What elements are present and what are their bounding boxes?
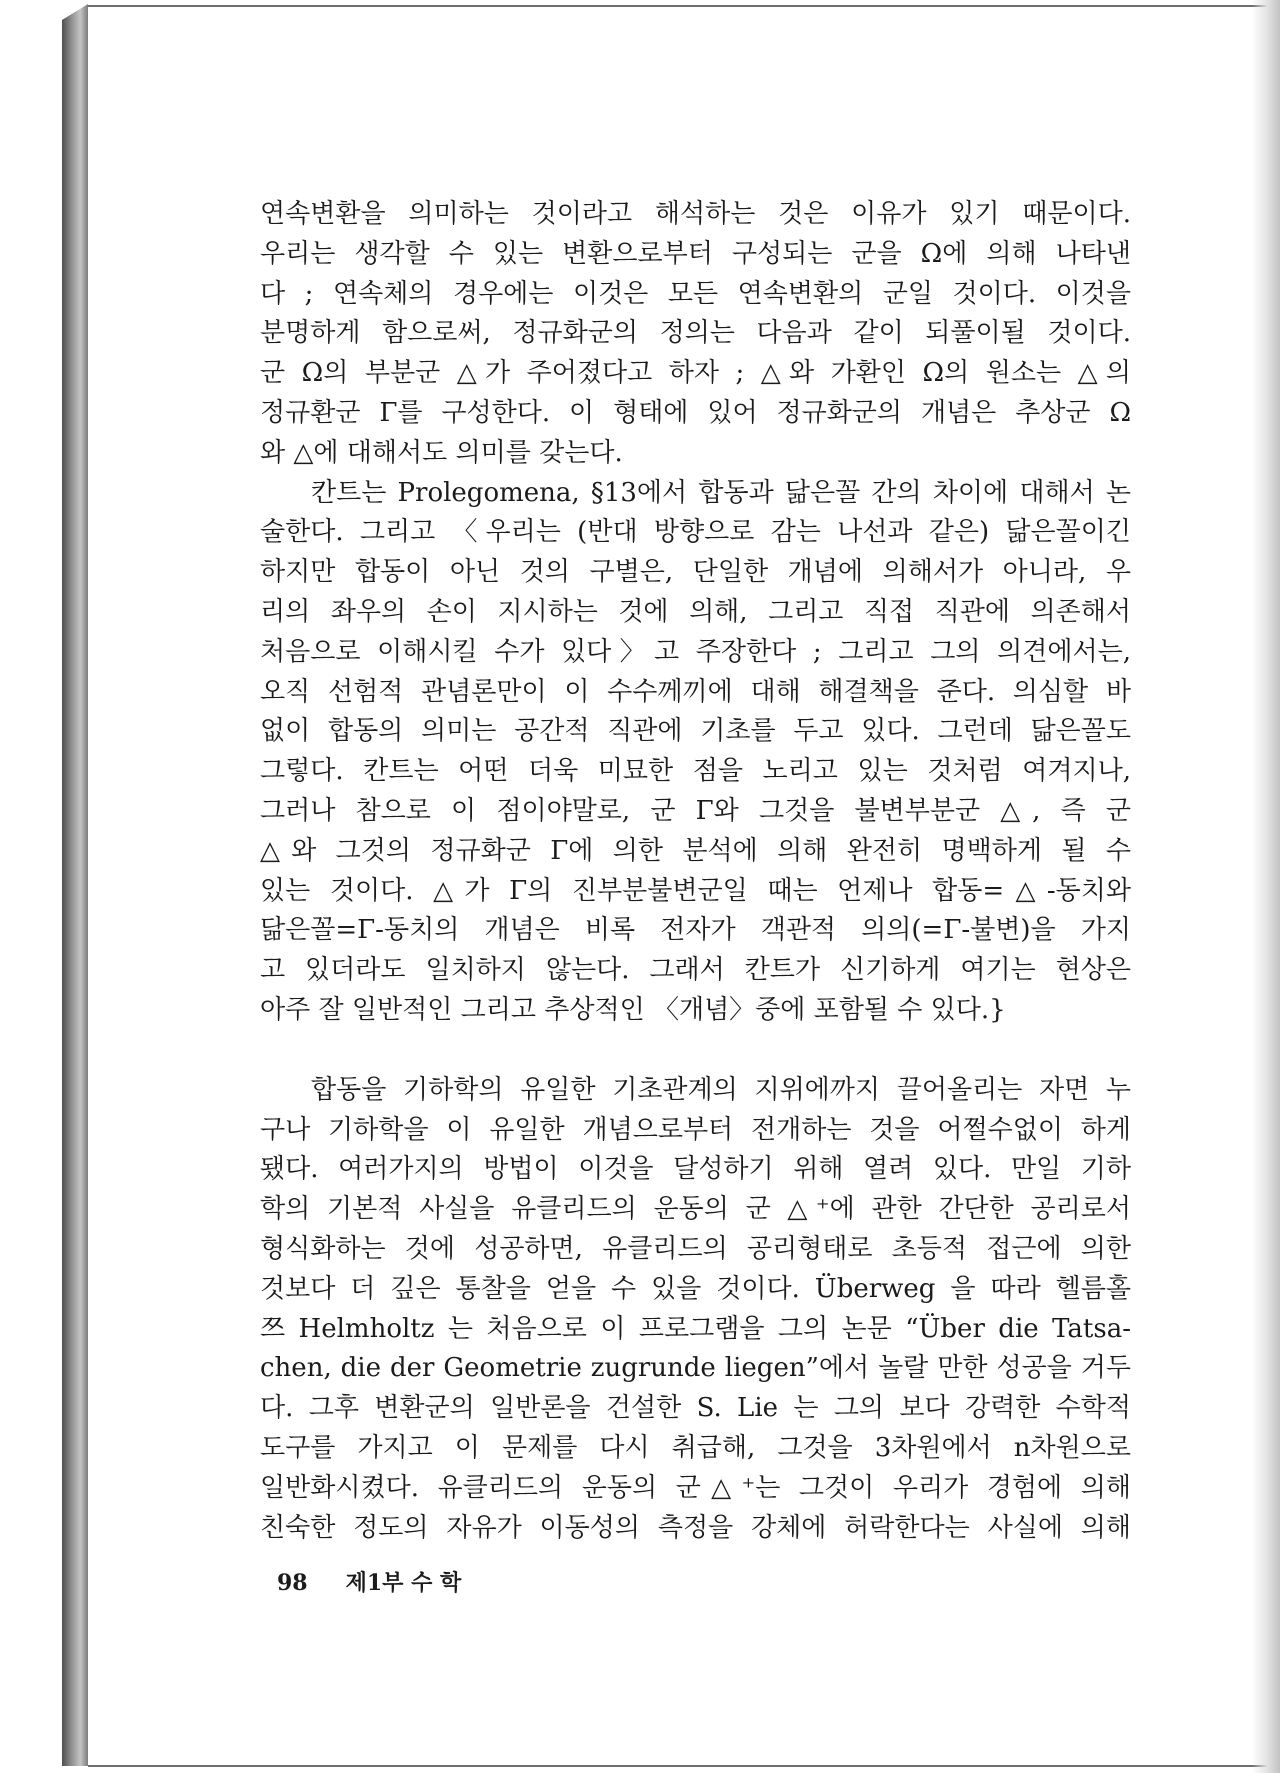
paragraph [260,474,1131,1031]
text-line: 고 있더라도 일치하지 않는다. 그래서 칸트가 신기하게 여기는 현상은 [260,955,1131,986]
book-spine-edge [62,4,88,1766]
text-line: 정규환군 Γ를 구성한다. 이 형태에 있어 정규화군의 개념은 추상군 Ω [260,397,1131,428]
text-line: 리의 좌우의 손이 지시하는 것에 의해, 그리고 직접 직관에 의존해서 [260,596,1131,627]
text-line: 아주 잘 일반적인 그리고 추상적인 〈개념〉중에 포함될 수 있다.} [260,994,1006,1025]
text-line: 칸트는 Prolegomena, §13에서 합동과 닮은꼴 간의 차이에 대해서 논 [311,477,1131,508]
text-line: 있는 것이다. △가 Γ의 진부분불변군일 때는 언제나 합동=△-동치와 [260,875,1131,906]
text-line: 구나 기하학을 이 유일한 개념으로부터 전개하는 것을 어쩔수없이 하게 [260,1114,1131,1145]
text-line: 술한다. 그리고 〈우리는 (반대 방향으로 감는 나선과 같은) 닮은꼴이긴 [260,517,1131,548]
text-line: 형식화하는 것에 성공하면, 유클리드의 공리형태로 초등적 접근에 의한 [260,1233,1131,1264]
text-line: 그러나 참으로 이 점이야말로, 군 Γ와 그것을 불변부분군 △, 즉 군 [260,795,1131,826]
text-line: 연속변환을 의미하는 것이라고 해석하는 것은 이유가 있기 때문이다. [260,199,1131,229]
text-line: △와 그것의 정규화군 Γ에 의한 분석에 의해 완전히 명백하게 될 수 [260,835,1131,866]
text-line: 처음으로 이해시킬 수가 있다〉고 주장한다 ; 그리고 그의 의견에서는, [260,636,1131,667]
text-line: 오직 선험적 관념론만이 이 수수께끼에 대해 해결책을 준다. 의심할 바 [260,676,1131,707]
text-line: 군 Ω의 부분군 △가 주어졌다고 하자 ; △와 가환인 Ω의 원소는 △의 [260,358,1131,389]
text-line: 그렇다. 칸트는 어떤 더욱 미묘한 점을 노리고 있는 것처럼 여겨지나, [260,756,1131,787]
text-line: 우리는 생각할 수 있는 변환으로부터 구성되는 군을 Ω에 의해 나타낸 [260,238,1131,269]
text-line: 와 △에 대해서도 의미를 갖는다. [260,437,623,468]
paragraph [260,1071,1131,1549]
text-line: 쯔 Helmholtz 는 처음으로 이 프로그램을 그의 논문 “Über die Tatsa- [260,1313,1131,1344]
page-number: 98 [277,1570,308,1596]
text-line: 됐다. 여러가지의 방법이 이것을 달성하기 위해 열려 있다. 만일 기하 [260,1154,1131,1185]
page-right-shadow [1252,0,1280,1773]
text-line: 것보다 더 깊은 통찰을 얻을 수 있을 것이다. Überweg 을 따라 헬름홀 [260,1273,1131,1304]
text-line: 학의 기본적 사실을 유클리드의 운동의 군 △⁺에 관한 간단한 공리로서 [260,1194,1131,1225]
section-title: 제1부 수 학 [345,1570,462,1596]
page-footer [277,1567,461,1599]
text-line: 분명하게 함으로써, 정규화군의 정의는 다음과 같이 되풀이될 것이다. [260,318,1131,349]
paragraph [260,195,1131,474]
text-line: 도구를 가지고 이 문제를 다시 취급해, 그것을 3차원에서 n차원으로 [260,1432,1131,1463]
text-line: 없이 합동의 의미는 공간적 직관에 기초를 두고 있다. 그런데 닮은꼴도 [260,716,1131,747]
body-text [260,195,1131,1548]
text-line: 다. 그후 변환군의 일반론을 건설한 S. Lie 는 그의 보다 강력한 수학적 [260,1393,1131,1424]
text-line: 합동을 기하학의 유일한 기초관계의 지위에까지 끌어올리는 자면 누 [311,1074,1131,1105]
text-line: 닮은꼴=Γ-동치의 개념은 비록 전자가 객관적 의의(=Γ-불변)을 가지 [260,915,1131,946]
text-line: 하지만 합동이 아닌 것의 구별은, 단일한 개념에 의해서가 아니라, 우 [260,557,1131,588]
text-line: 다 ; 연속체의 경우에는 이것은 모든 연속변환의 군일 것이다. 이것을 [260,278,1131,309]
text-line: 일반화시켰다. 유클리드의 운동의 군△⁺는 그것이 우리가 경험에 의해 [260,1472,1131,1503]
text-line: 친숙한 정도의 자유가 이동성의 측정을 강체에 허락한다는 사실에 의해 [260,1512,1131,1543]
text-line: chen, die der Geometrie zugrunde liegen”에서 놀랄 만한 성공을 거두 [260,1353,1131,1384]
